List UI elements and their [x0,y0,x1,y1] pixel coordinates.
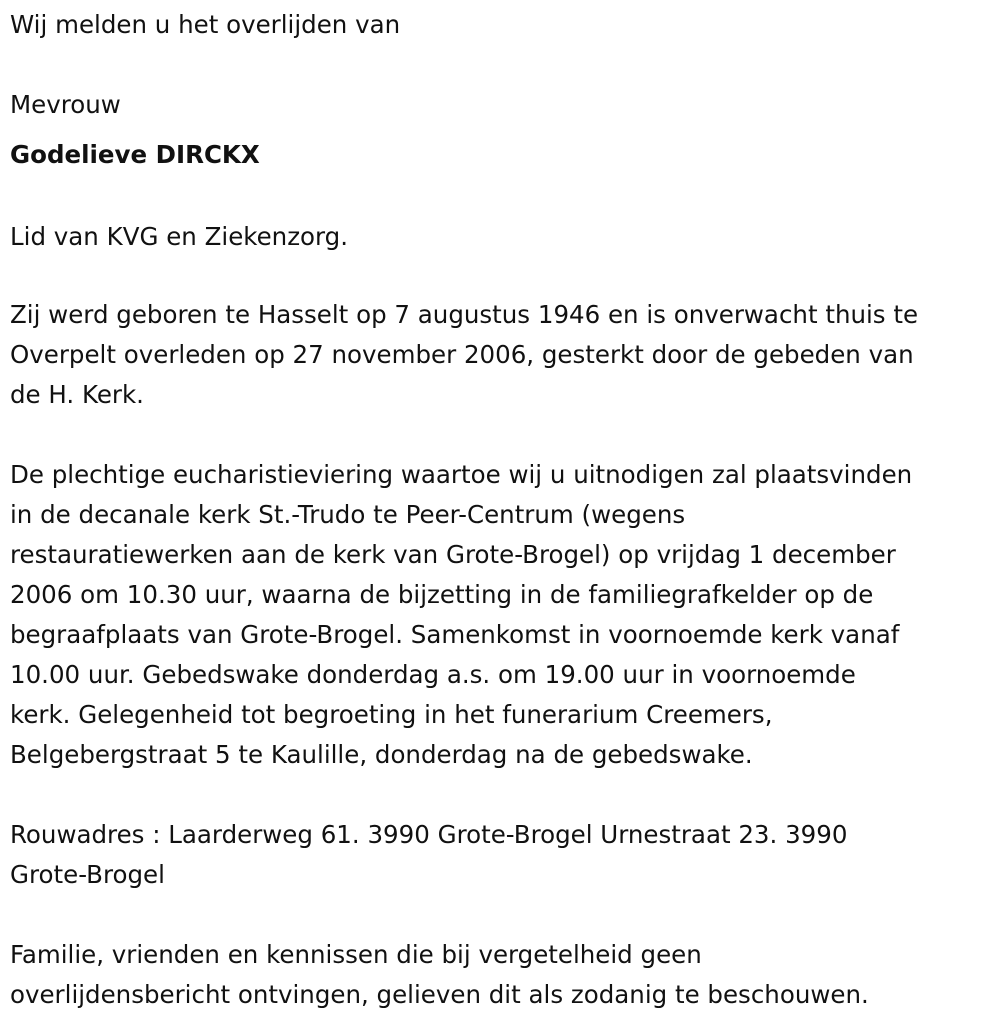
ceremony-line: restauratiewerken aan de kerk van Grote-Brogel) op vrijdag 1 december [10,540,896,569]
address-line: Grote-Brogel [10,860,165,889]
ceremony-line: in de decanale kerk St.-Trudo te Peer-Centrum (wegens [10,500,686,529]
ceremony-line: Belgebergstraat 5 te Kaulille, donderdag na de gebedswake. [10,740,753,769]
birth-death-line: Overpelt overleden op 27 november 2006, gesterkt door de gebeden van [10,340,914,369]
ceremony-line: 2006 om 10.30 uur, waarna de bijzetting in de familiegrafkelder op de [10,580,874,609]
ceremony-line: 10.00 uur. Gebedswake donderdag a.s. om 19.00 uur in voornoemde [10,660,856,689]
ceremony-line: kerk. Gelegenheid tot begroeting in het funerarium Creemers, [10,700,773,729]
closing-line: overlijdensbericht ontvingen, gelieven dit als zodanig te beschouwen. [10,980,869,1009]
ceremony-line: begraafplaats van Grote-Brogel. Samenkomst in voornoemde kerk vanaf [10,620,900,649]
closing-line: Familie, vrienden en kennissen die bij vergetelheid geen [10,940,702,969]
address-line: Rouwadres : Laarderweg 61. 3990 Grote-Brogel Urnestraat 23. 3990 [10,820,848,849]
birth-death-line: Zij werd geboren te Hasselt op 7 augustus 1946 en is onverwacht thuis te [10,300,919,329]
ceremony-line: De plechtige eucharistieviering waartoe wij u uitnodigen zal plaatsvinden [10,460,913,489]
birth-death-line: de H. Kerk. [10,380,144,409]
intro-text: Wij melden u het overlijden van [10,10,401,39]
membership-text: Lid van KVG en Ziekenzorg. [10,222,349,251]
salutation: Mevrouw [10,90,121,119]
deceased-name: Godelieve DIRCKX [10,140,260,169]
